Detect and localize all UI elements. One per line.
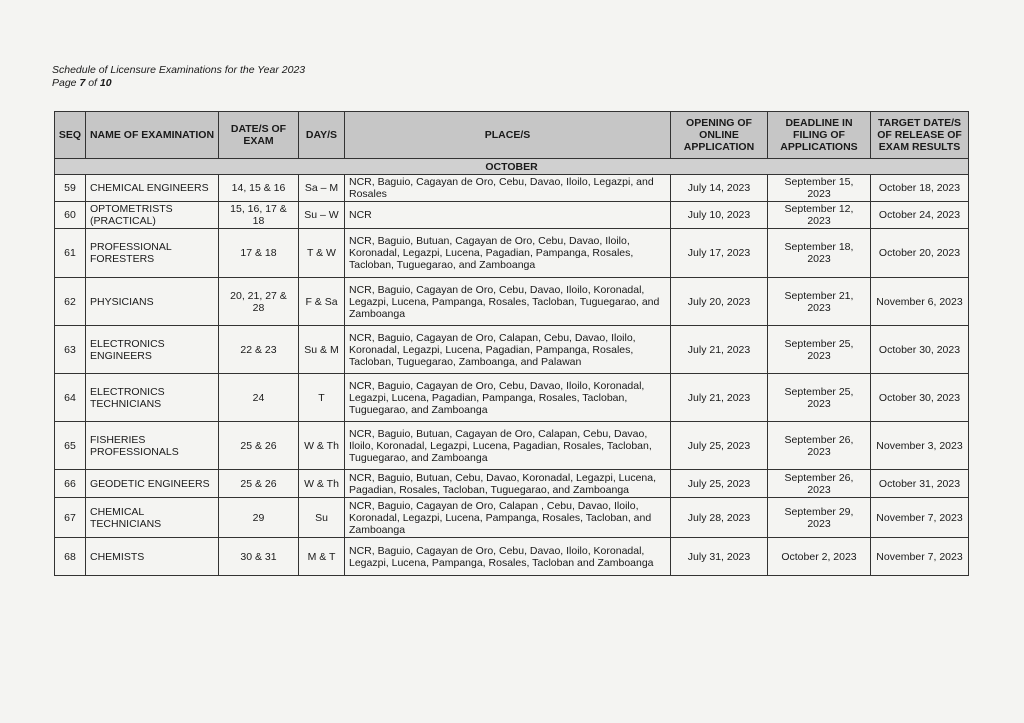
- cell-release: October 30, 2023: [871, 374, 969, 422]
- cell-name: ELECTRONICS TECHNICIANS: [86, 374, 219, 422]
- table-row: [55, 202, 969, 229]
- cell-dates: 29: [219, 498, 299, 538]
- cell-name: ELECTRONICS ENGINEERS: [86, 326, 219, 374]
- cell-release: October 20, 2023: [871, 229, 969, 278]
- cell-seq: 64: [55, 374, 86, 422]
- cell-release: October 24, 2023: [871, 202, 969, 229]
- cell-opening: July 25, 2023: [671, 470, 768, 498]
- cell-dates: 30 & 31: [219, 538, 299, 576]
- cell-places: NCR, Baguio, Cagayan de Oro, Cebu, Davao, Iloilo, Legazpi, and Rosales: [345, 175, 671, 202]
- cell-deadline: September 21, 2023: [768, 278, 871, 326]
- cell-opening: July 10, 2023: [671, 202, 768, 229]
- page-header: [52, 64, 305, 90]
- table-row: [55, 175, 969, 202]
- cell-places: NCR, Baguio, Butuan, Cebu, Davao, Koronadal, Legazpi, Lucena, Pagadian, Rosales, Tacloban, Tuguegarao, and Zamboanga: [345, 470, 671, 498]
- cell-places: NCR: [345, 202, 671, 229]
- cell-dates: 20, 21, 27 & 28: [219, 278, 299, 326]
- cell-dates: 15, 16, 17 & 18: [219, 202, 299, 229]
- table-header-row: [55, 112, 969, 159]
- col-header-deadline: DEADLINE IN FILING OF APPLICATIONS: [768, 112, 871, 159]
- col-header-dates: DATE/S OF EXAM: [219, 112, 299, 159]
- cell-dates: 14, 15 & 16: [219, 175, 299, 202]
- cell-dates: 17 & 18: [219, 229, 299, 278]
- cell-days: W & Th: [299, 470, 345, 498]
- cell-opening: July 17, 2023: [671, 229, 768, 278]
- col-header-places: PLACE/S: [345, 112, 671, 159]
- cell-deadline: September 26, 2023: [768, 470, 871, 498]
- cell-seq: 65: [55, 422, 86, 470]
- cell-release: October 30, 2023: [871, 326, 969, 374]
- col-header-days: DAY/S: [299, 112, 345, 159]
- cell-places: NCR, Baguio, Cagayan de Oro, Calapan, Cebu, Davao, Iloilo, Koronadal, Legazpi, Lucena, Pagadian, Pampanga, Rosales, Tacloban, Tuguegarao, Zamboanga, and Palawan: [345, 326, 671, 374]
- cell-name: CHEMICAL TECHNICIANS: [86, 498, 219, 538]
- cell-deadline: September 15, 2023: [768, 175, 871, 202]
- month-label: OCTOBER: [55, 159, 969, 175]
- col-header-name: NAME OF EXAMINATION: [86, 112, 219, 159]
- cell-seq: 60: [55, 202, 86, 229]
- cell-seq: 67: [55, 498, 86, 538]
- cell-seq: 59: [55, 175, 86, 202]
- cell-deadline: October 2, 2023: [768, 538, 871, 576]
- cell-release: November 3, 2023: [871, 422, 969, 470]
- page-number: Page 7 of 10: [52, 77, 112, 89]
- cell-dates: 25 & 26: [219, 422, 299, 470]
- cell-deadline: September 18, 2023: [768, 229, 871, 278]
- cell-days: T: [299, 374, 345, 422]
- col-header-seq: SEQ: [55, 112, 86, 159]
- cell-dates: 25 & 26: [219, 470, 299, 498]
- cell-seq: 66: [55, 470, 86, 498]
- table-row: [55, 278, 969, 326]
- table-row: [55, 498, 969, 538]
- cell-name: FISHERIES PROFESSIONALS: [86, 422, 219, 470]
- cell-opening: July 20, 2023: [671, 278, 768, 326]
- cell-days: Su – W: [299, 202, 345, 229]
- cell-deadline: September 12, 2023: [768, 202, 871, 229]
- cell-release: November 7, 2023: [871, 498, 969, 538]
- cell-seq: 61: [55, 229, 86, 278]
- table-row: [55, 326, 969, 374]
- cell-days: M & T: [299, 538, 345, 576]
- table-row: [55, 374, 969, 422]
- table-row: [55, 422, 969, 470]
- cell-name: GEODETIC ENGINEERS: [86, 470, 219, 498]
- cell-days: Su & M: [299, 326, 345, 374]
- cell-opening: July 25, 2023: [671, 422, 768, 470]
- cell-release: October 18, 2023: [871, 175, 969, 202]
- cell-places: NCR, Baguio, Cagayan de Oro, Cebu, Davao, Iloilo, Koronadal, Legazpi, Lucena, Pagadian, Pampanga, Rosales, Tacloban, Tuguegarao, and Zamboanga: [345, 374, 671, 422]
- cell-name: OPTOMETRISTS (PRACTICAL): [86, 202, 219, 229]
- cell-seq: 63: [55, 326, 86, 374]
- cell-release: October 31, 2023: [871, 470, 969, 498]
- exam-schedule-table: [54, 111, 969, 576]
- cell-opening: July 31, 2023: [671, 538, 768, 576]
- cell-opening: July 14, 2023: [671, 175, 768, 202]
- cell-seq: 62: [55, 278, 86, 326]
- cell-seq: 68: [55, 538, 86, 576]
- month-row: [55, 159, 969, 175]
- cell-name: CHEMISTS: [86, 538, 219, 576]
- document-title: Schedule of Licensure Examinations for the Year 2023: [52, 64, 306, 76]
- cell-days: Sa – M: [299, 175, 345, 202]
- cell-days: W & Th: [299, 422, 345, 470]
- cell-places: NCR, Baguio, Butuan, Cagayan de Oro, Calapan, Cebu, Davao, Iloilo, Koronadal, Legazpi, Lucena, Pagadian, Rosales, Tacloban, Tuguegarao, and Zamboanga: [345, 422, 671, 470]
- cell-opening: July 21, 2023: [671, 374, 768, 422]
- cell-deadline: September 29, 2023: [768, 498, 871, 538]
- col-header-release: TARGET DATE/S OF RELEASE OF EXAM RESULTS: [871, 112, 969, 159]
- cell-days: T & W: [299, 229, 345, 278]
- cell-places: NCR, Baguio, Butuan, Cagayan de Oro, Cebu, Davao, Iloilo, Koronadal, Legazpi, Lucena, Pagadian, Pampanga, Rosales, Tacloban, Tuguegarao, and Zamboanga: [345, 229, 671, 278]
- cell-name: PHYSICIANS: [86, 278, 219, 326]
- table-row: [55, 229, 969, 278]
- cell-deadline: September 25, 2023: [768, 326, 871, 374]
- cell-dates: 22 & 23: [219, 326, 299, 374]
- cell-name: PROFESSIONAL FORESTERS: [86, 229, 219, 278]
- cell-days: Su: [299, 498, 345, 538]
- cell-release: November 6, 2023: [871, 278, 969, 326]
- cell-days: F & Sa: [299, 278, 345, 326]
- cell-places: NCR, Baguio, Cagayan de Oro, Calapan , Cebu, Davao, Iloilo, Koronadal, Legazpi, Lucena, Pampanga, Rosales, Tacloban, and Zamboanga: [345, 498, 671, 538]
- table-row: [55, 470, 969, 498]
- table-row: [55, 538, 969, 576]
- cell-places: NCR, Baguio, Cagayan de Oro, Cebu, Davao, Iloilo, Koronadal, Legazpi, Lucena, Pampanga, Rosales, Tacloban, Tuguegarao, and Zamboanga: [345, 278, 671, 326]
- cell-deadline: September 25, 2023: [768, 374, 871, 422]
- cell-opening: July 28, 2023: [671, 498, 768, 538]
- col-header-opening: OPENING OF ONLINE APPLICATION: [671, 112, 768, 159]
- cell-name: CHEMICAL ENGINEERS: [86, 175, 219, 202]
- cell-deadline: September 26, 2023: [768, 422, 871, 470]
- cell-dates: 24: [219, 374, 299, 422]
- cell-opening: July 21, 2023: [671, 326, 768, 374]
- cell-release: November 7, 2023: [871, 538, 969, 576]
- cell-places: NCR, Baguio, Cagayan de Oro, Cebu, Davao, Iloilo, Koronadal, Legazpi, Lucena, Pampanga, Rosales, Tacloban and Zamboanga: [345, 538, 671, 576]
